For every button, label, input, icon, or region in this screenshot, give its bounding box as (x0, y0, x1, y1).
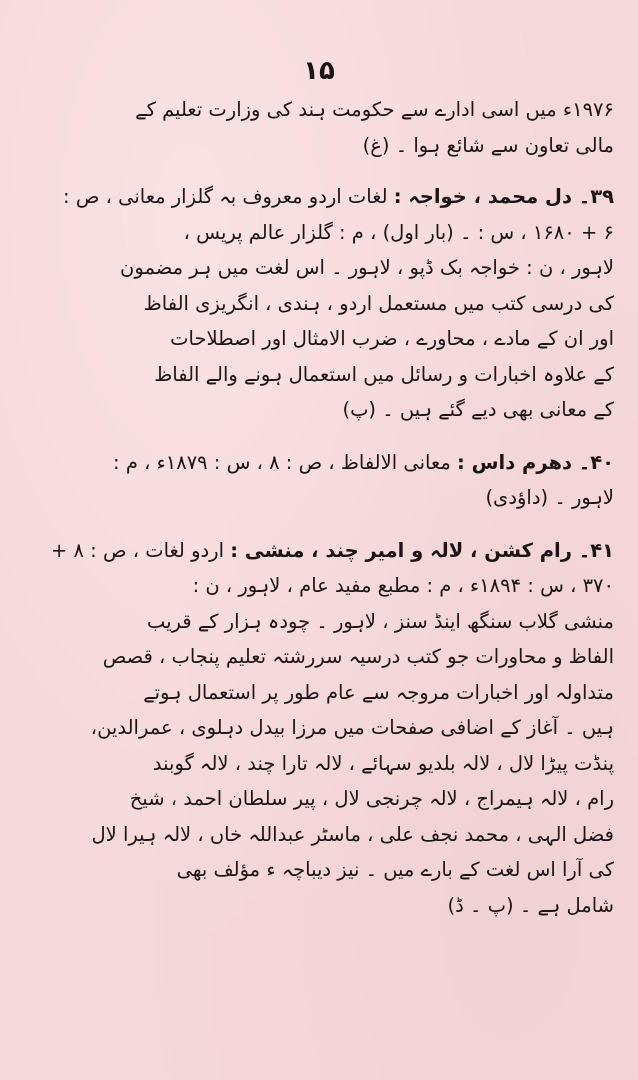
text-line: ۶ + ۱۶۸۰ ، س : ۔ (بار اول) ، م : گلزار عالم پریس ، (183, 220, 614, 244)
page-number: ۱۵ (303, 56, 335, 86)
text-column (50, 92, 614, 940)
text-line (50, 533, 614, 569)
entry-41 (50, 533, 614, 924)
entry-heading: ۴۰۔ دھرم داس : (457, 450, 614, 474)
text-line: لاہور ۔ (داؤدی) (485, 486, 614, 509)
text-line: اور ان کے مادے ، محاورے ، ضرب الامثال اور اصطلاحات (170, 327, 614, 350)
text-line: منشی گلاب سنگھ اینڈ سنز ، لاہور ۔ چودہ ہزار کے قریب (146, 609, 614, 633)
text-line: کی آرا اس لغت کے بارے میں ۔ نیز دیباچہ ء مؤلف بھی (176, 858, 614, 881)
text-line: ہیں ۔ آغاز کے اضافی صفحات میں مرزا بیدل دہلوی ، عمرالدین، (90, 716, 614, 739)
text-line: لاہور ، ن : خواجہ بک ڈپو ، لاہور ۔ اس لغت میں ہر مضمون (120, 256, 614, 279)
entry-continuation (54, 92, 614, 163)
entry-heading: ۳۹۔ دل محمد ، خواجہ : (393, 185, 614, 208)
text-line: مالی تعاون سے شائع ہوا ۔ (غ) (362, 133, 614, 157)
text-line: کے علاوہ اخبارات و رسائل میں استعمال ہونے والے الفاظ (154, 362, 614, 386)
entry-heading: ۴۱۔ رام کشن ، لالہ و امیر چند ، منشی : (230, 538, 614, 562)
entry-title: لغات اردو معروف بہ گلزار معانی ، ص : (63, 185, 388, 208)
text-line: ۳۷۰ ، س : ۱۸۹۴ء ، م : مطبع مفید عام ، لاہور ، ن : (192, 574, 614, 597)
entry-40 (54, 445, 614, 516)
text-line (54, 445, 614, 481)
entry-39 (54, 179, 614, 428)
text-line: پنڈت پیڑا لال ، لالہ بلدیو سہائے ، لالہ تارا چند ، لالہ گوبند (152, 751, 614, 775)
text-line: کی درسی کتب میں مستعمل اردو ، ہندی ، انگریزی الفاظ (143, 291, 614, 315)
text-line: متداولہ اور اخبارات مروجہ سے عام طور پر استعمال ہوتے (143, 680, 614, 704)
text-line: رام ، لالہ ہیمراج ، لالہ چرنجی لال ، پیر سلطان احمد ، شیخ (129, 787, 614, 810)
entry-title: اردو لغات ، ص : ۸ + (50, 538, 224, 562)
entry-title: معانی الالفاظ ، ص : ۸ ، س : ۱۸۷۹ء ، م : (113, 450, 451, 474)
text-line: کے معانی بھی دیے گئے ہیں ۔ (پ) (342, 398, 614, 421)
text-line (54, 179, 614, 215)
text-line: الفاظ و محاورات جو کتب درسیہ سررشتہ تعلیم پنجاب ، قصص (102, 645, 614, 668)
text-line: ۱۹۷۶ء میں اسی ادارے سے حکومت ہند کی وزارت تعلیم کے (135, 98, 614, 121)
text-line: فضل الہی ، محمد نجف علی ، ماسٹر عبداللہ خاں ، لالہ ہیرا لال (91, 822, 614, 846)
text-line: شامل ہے ۔ (پ ۔ ڈ) (447, 893, 614, 917)
